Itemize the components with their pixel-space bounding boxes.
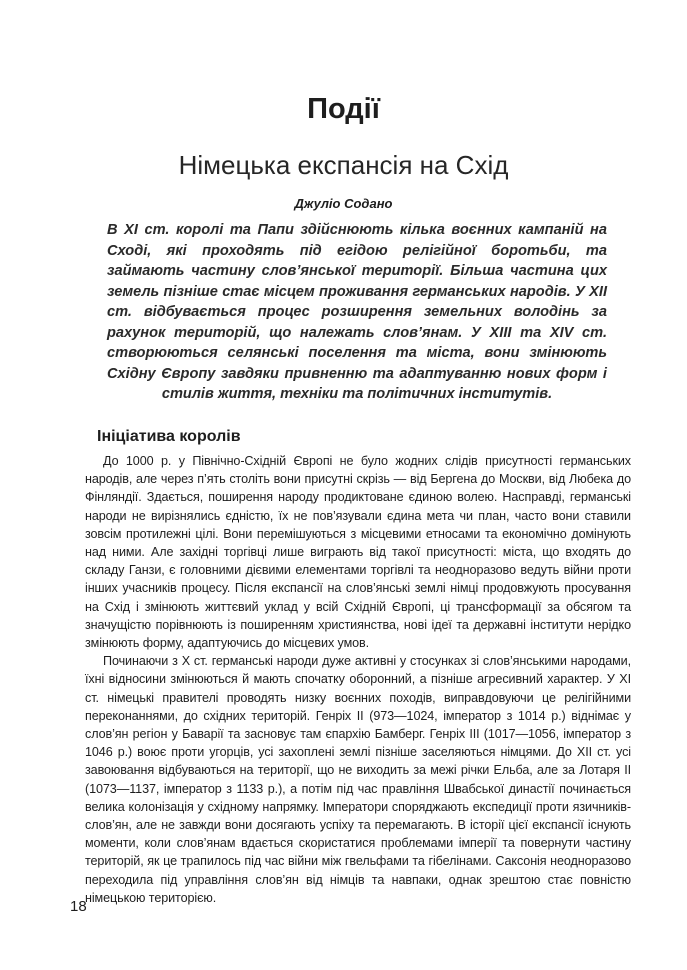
article-title: Німецька експансія на Схід xyxy=(178,150,509,180)
body-text xyxy=(85,452,631,907)
page-number: 18 xyxy=(70,898,87,915)
article-abstract: В XI ст. королі та Папи здійснюють кілька воєнних кампаній на Сході, які проходять під егідою релігійної боротьби, та займають частину слов’янської території. Більша частина цих земель пізніше стає місцем проживання германських народів. У XII ст. відбувається процес розширення земельних володінь за рахунок територій, що належать слов’янам. У XIII та XIV ст. створюються селянські поселення та міста, вони змінюють Східну Європу завдяки привненню та адаптуванню нових форм і стилів життя, техніки та політичних інститутів. xyxy=(107,222,607,402)
section-title: Події xyxy=(307,93,380,125)
subsection-title: Ініціатива королів xyxy=(97,428,241,445)
body-paragraph: Починаючи з X ст. германські народи дуже активні у стосунках зі слов’янськими народами, їхні відносини змінюються й мають спочатку оборонний, а пізніше агресивний характер. У XI ст. німецькі правителі проводять низку воєнних походів, виправдовуючи це релігійними переконаннями, до східних територій. Генріх II (973—1024, імператор з 1014 р.) віднімає у слов’ян регіон у Баварії та засновує там єпархію Бамберг. Генріх III (1017—1056, імператор з 1046 р.) воює проти угорців, усі захоплені землі пізніше заселяються німцями. До XII ст. усі завоювання відбуваються на території, що не виходить за межі річки Ельба, але за Лотаря II (1073—1137, імператор з 1133 р.), а потім під час правління Швабської династії починається велика колонізація у східному напрямку. Імператори споряджають експедиції проти язичників-слов’ян, але не завжди вони досягають успіху та перемагають. В історії цієї експансії існують моменти, коли слов’янам вдається скористатися проблемами імперії та повернути частину територій, як це трапилось під час війни між гвельфами та гібелінами. Саксонія неодноразово переходила під управління слов’ян від німців та навпаки, однак зрештою стає повністю німецькою територією. xyxy=(85,654,631,905)
article-author: Джуліо Содано xyxy=(294,196,393,211)
body-paragraph: До 1000 р. у Північно-Східній Європі не було жодних слідів присутності германських народів, але через п’ять століть вони присутні скрізь — від Бергена до Москви, від Любека до Фінляндії. Здається, поширення народу продиктоване єдиною волею. Насправді, германські народи не вирізнялись єдністю, їх не пов’язували єдина мета чи план, часто вони ставили зовсім протилежні цілі. Вони перемішуються з місцевими етносами та економічно домінують над ними. Але західні торгівці лише виграють від такої присутності: міста, що входять до складу Ганзи, є головними дієвими елементами торгівлі та неодноразово ведуть війни проти інших учасників процесу. Після експансії на слов’янські землі німці продовжують просування на Схід і змінюють життєвий уклад у всій Східній Європі, ці трансформації за обсягом та значущістю порівнюють із поширенням християнства, нові ідеї та державні інститути нерідко змінюють форму, адаптуючись до місцевих умов. xyxy=(85,454,631,651)
